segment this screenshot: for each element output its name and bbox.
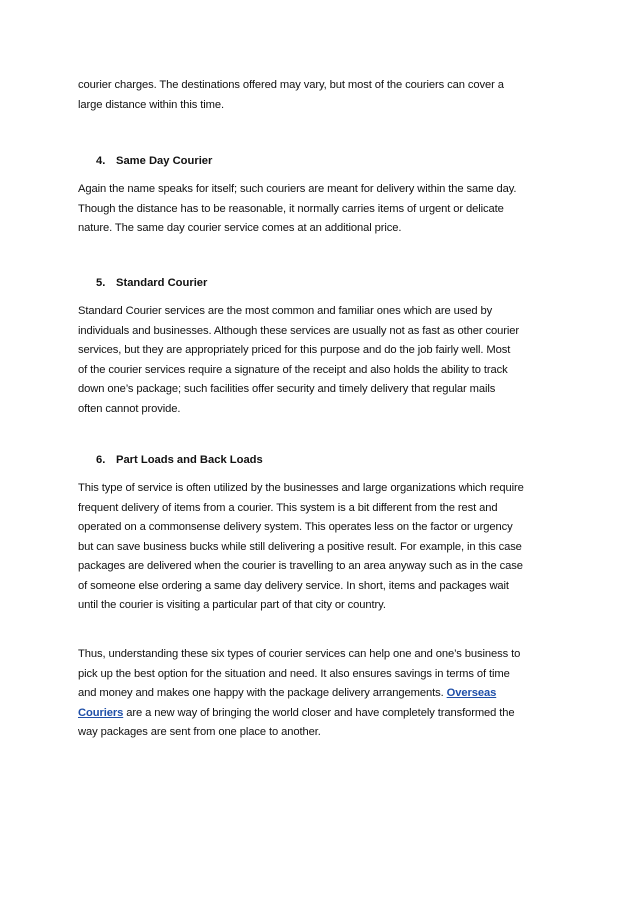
section-number: 4. bbox=[96, 155, 106, 167]
section-title: Same Day Courier bbox=[116, 155, 213, 167]
overseas-couriers-link-continued[interactable]: Couriers bbox=[78, 706, 124, 719]
paragraph-line: nature. The same day courier service comes at an additional price. bbox=[78, 222, 402, 234]
intro-line: large distance within this time. bbox=[78, 98, 225, 111]
paragraph-line: Though the distance has to be reasonable, it normally carries items of urgent or delicate bbox=[78, 202, 504, 215]
paragraph-line: individuals and businesses. Although these services are usually not as fast as other courier bbox=[78, 324, 520, 337]
section-heading-standard bbox=[96, 274, 207, 294]
paragraph-line: This type of service is often utilized by the businesses and large organizations which require bbox=[78, 482, 524, 494]
paragraph-line: Standard Courier services are the most common and familiar ones which are used by bbox=[78, 305, 493, 317]
section-number: 5. bbox=[96, 277, 106, 289]
section-paragraph-same-day bbox=[78, 180, 558, 239]
paragraph-line: frequent delivery of items from a courier. This system is a bit different from the rest and bbox=[78, 501, 498, 514]
paragraph-line: Thus, understanding these six types of courier services can help one and one’s business to bbox=[78, 648, 521, 660]
section-heading-part-loads bbox=[96, 451, 263, 471]
line-text: and money and makes one happy with the package delivery arrangements. bbox=[78, 687, 447, 699]
overseas-couriers-link[interactable]: Overseas bbox=[446, 687, 497, 699]
paragraph-line: often cannot provide. bbox=[78, 402, 181, 415]
line-text: are a new way of bringing the world closer and have completely transformed the bbox=[123, 706, 515, 719]
paragraph-line: way packages are sent from one place to another. bbox=[78, 726, 321, 738]
paragraph-line bbox=[78, 684, 558, 704]
paragraph-line: of someone else ordering a same day delivery service. In short, items and packages wait bbox=[78, 579, 509, 592]
paragraph-line: operated on a commonsense delivery system. This operates less on the factor or urgency bbox=[78, 521, 513, 533]
paragraph-line: of the courier services require a signature of the receipt and also holds the ability to track bbox=[78, 363, 508, 376]
section-number: 6. bbox=[96, 454, 106, 466]
paragraph-line: pick up the best option for the situation and need. It also ensures savings in terms of time bbox=[78, 667, 510, 680]
paragraph-line bbox=[78, 704, 558, 724]
intro-line: courier charges. The destinations offered may vary, but most of the couriers can cover a bbox=[78, 79, 504, 91]
paragraph-line: Again the name speaks for itself; such couriers are meant for delivery within the same day. bbox=[78, 183, 517, 195]
paragraph-line: but can save business bucks while still delivering a positive result. For example, in this case bbox=[78, 540, 522, 553]
paragraph-line: until the courier is visiting a particular part of that city or country. bbox=[78, 599, 386, 611]
section-heading-same-day bbox=[96, 152, 212, 172]
conclusion-paragraph bbox=[78, 645, 558, 743]
section-paragraph-part-loads bbox=[78, 479, 558, 616]
section-title: Standard Courier bbox=[116, 277, 208, 289]
paragraph-line: packages are delivered when the courier is travelling to an area anyway such as in the case bbox=[78, 560, 523, 572]
section-paragraph-standard bbox=[78, 302, 558, 419]
section-title: Part Loads and Back Loads bbox=[116, 454, 263, 466]
intro-paragraph bbox=[78, 76, 558, 115]
paragraph-line: down one’s package; such facilities offer security and timely delivery that regular mails bbox=[78, 383, 496, 395]
paragraph-line: services, but they are appropriately priced for this purpose and do the job fairly well. Most bbox=[78, 344, 511, 356]
